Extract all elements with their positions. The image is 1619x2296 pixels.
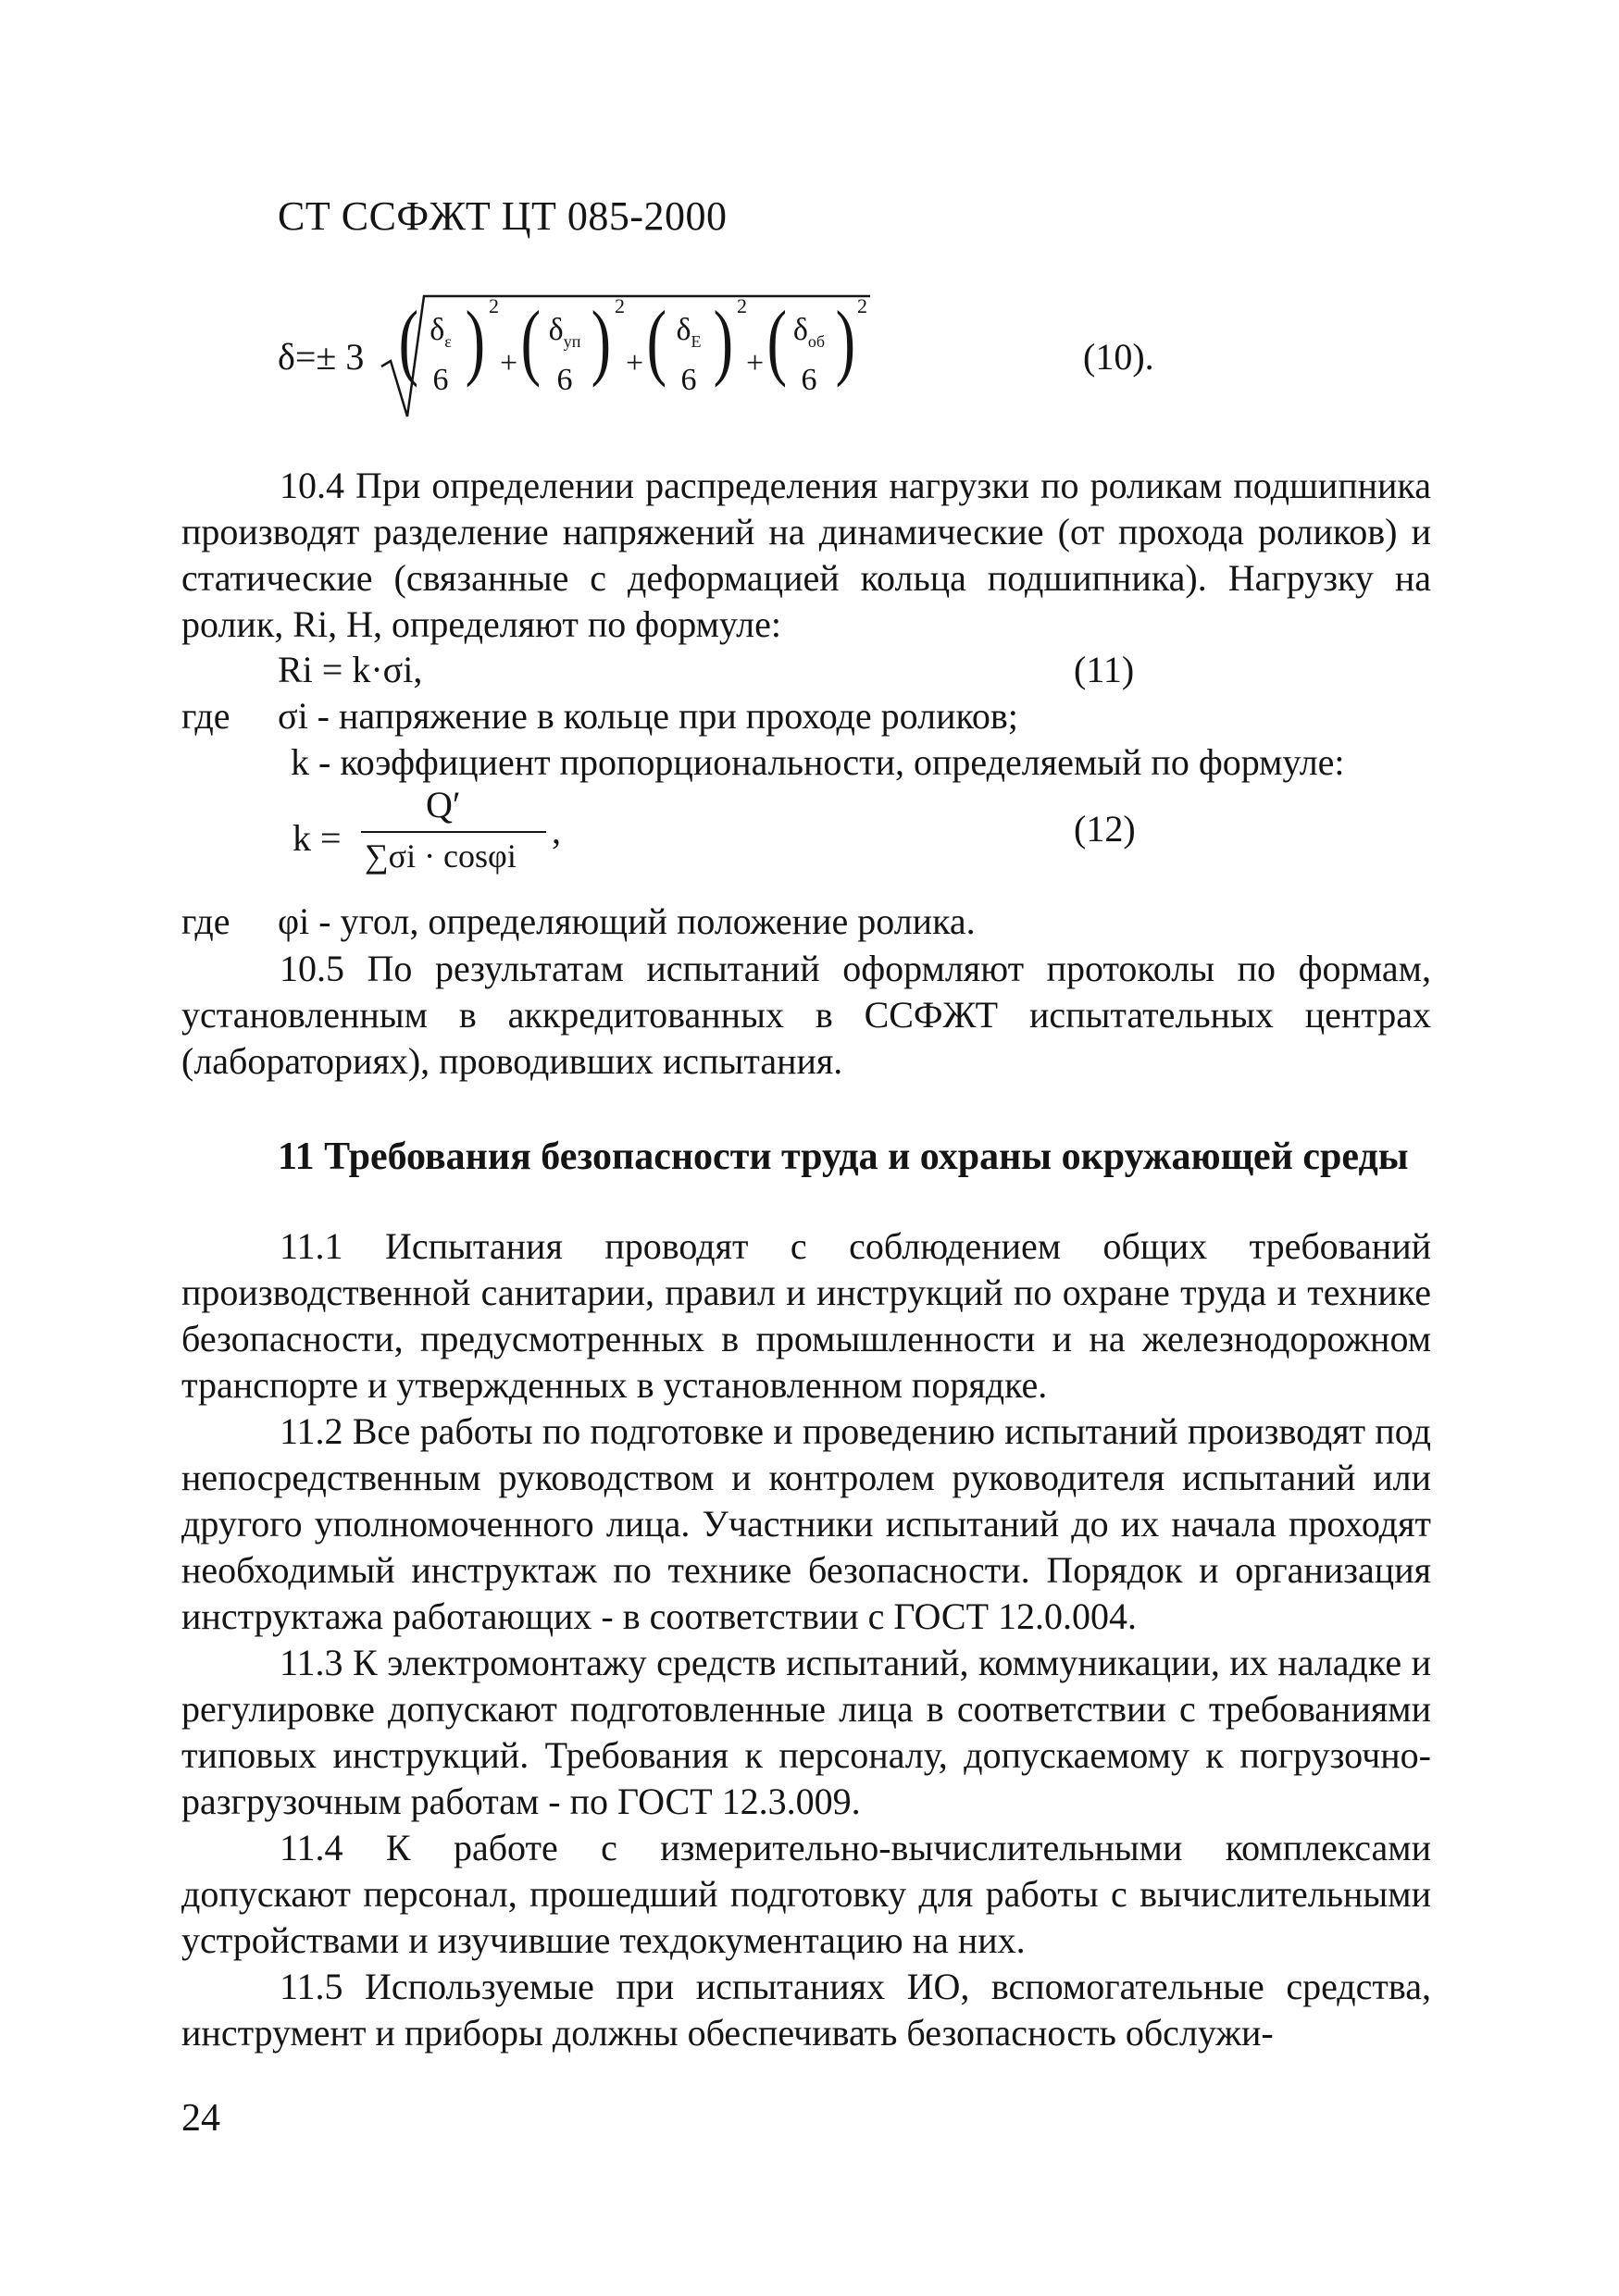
close-paren: ) [465,293,486,388]
section-11-body [181,1223,1431,2056]
formula-12 [278,784,1203,888]
fraction-delta-up: $\delta_{уп}$ 6 [548,313,581,397]
paragraph-10-4: 10.4 При определении распределения нагрузки по роликам подшипника производят разделение напряжений на динамические (от прохода роликов) и статические (связанные с деформацией кольца подшипника). Нагрузку на ролик, Ri, Н, определяют по формуле: [181,465,1431,645]
where-sigma-def: σi - напряжение в кольце при проходе роликов; [278,695,1018,737]
page-number: 24 [181,2097,220,2140]
exponent: 2 [615,294,625,317]
paragraph-10-5: 10.5 По результатам испытаний оформляют протоколы по формам, установленным в аккредитованных в ССФЖТ испытательных центрах (лабораториях), проводивших испытания. [181,948,1431,1082]
paragraph-11-4: 11.4 К работе с измерительно-вычислительными комплексами допускают персонал, прошедший подготовку для работы с вычислительными устройствами и изучившие техдокументацию на них. [181,1827,1431,1961]
where-phi-def: φi - угол, определяющий положение ролика. [278,900,976,942]
document-header: СТ ССФЖТ ЦТ 085-2000 [278,193,728,239]
fraction-bar [361,831,546,833]
close-paren: ) [591,293,612,388]
k-definition: k - коэффициент пропорциональности, определяемый по формуле: [291,741,1345,783]
formula-12-number: (12) [1074,808,1136,850]
formula-12-lhs: k = [293,817,342,859]
open-paren: ( [766,293,788,388]
paragraph-11-3: 11.3 К электромонтажу средств испытаний, коммуникации, их наладке и регулировке допускают подготовленные лица в соответствии с требованиями типовых инструкций. Требования к персоналу, допускаемому к погрузочно-разгрузочным работам - по ГОСТ 12.3.009. [181,1642,1431,1822]
formula-12-numerator: Q′ [426,784,461,825]
exponent: 2 [857,294,867,317]
where-label: где [181,695,230,737]
formula-10 [278,278,1203,435]
close-paren: ) [835,293,856,388]
formula-11-number: (11) [1074,649,1135,690]
formula-10-lhs: δ=± 3 [278,336,365,378]
plus-sign: + [746,346,765,380]
fraction-delta-ob: $\delta_{об}$ 6 [792,313,826,397]
where-label: где [181,900,230,942]
plus-sign: + [626,346,644,380]
formula-11: Ri = k·σi, [278,649,423,690]
paragraph-11-5: 11.5 Используемые при испытаниях ИО, вспомогательные средства, инструмент и приборы должны обеспечивать безопасность обслужи- [181,1966,1431,2054]
section-11-heading: 11 Требования безопасности труда и охраны окружающей среды [278,1136,1409,1178]
paragraph-11-1: 11.1 Испытания проводят с соблюдением общих требований производственной санитарии, правил и инструкций по охране труда и технике безопасности, предусмотренных в промышленности и на железнодорожном транспорте и утвержденных в установленном порядке. [181,1225,1431,1406]
fraction-delta-e: $\delta_E$ 6 [676,313,702,397]
open-paren: ( [520,293,542,388]
fraction-delta-eps: $\delta_\varepsilon$ 6 [430,313,452,397]
exponent: 2 [737,294,747,317]
formula-12-denominator: ∑σi · cosφi [365,838,517,875]
open-paren: ( [646,293,667,388]
close-paren: ) [713,293,734,388]
plus-sign: + [500,346,518,380]
formula-12-comma: , [552,810,561,851]
paragraph-11-2: 11.2 Все работы по подготовке и проведению испытаний производят под непосредственным руководством и контролем руководителя испытаний или другого уполномоченного лица. Участники испытаний до их начала проходят необходимый инструктаж по технике безопасности. Порядок и организация инструктажа работающих - в соответствии с ГОСТ 12.0.004. [181,1410,1431,1637]
exponent: 2 [489,294,499,317]
formula-10-number: (10). [1083,336,1154,378]
open-paren: ( [398,293,419,388]
